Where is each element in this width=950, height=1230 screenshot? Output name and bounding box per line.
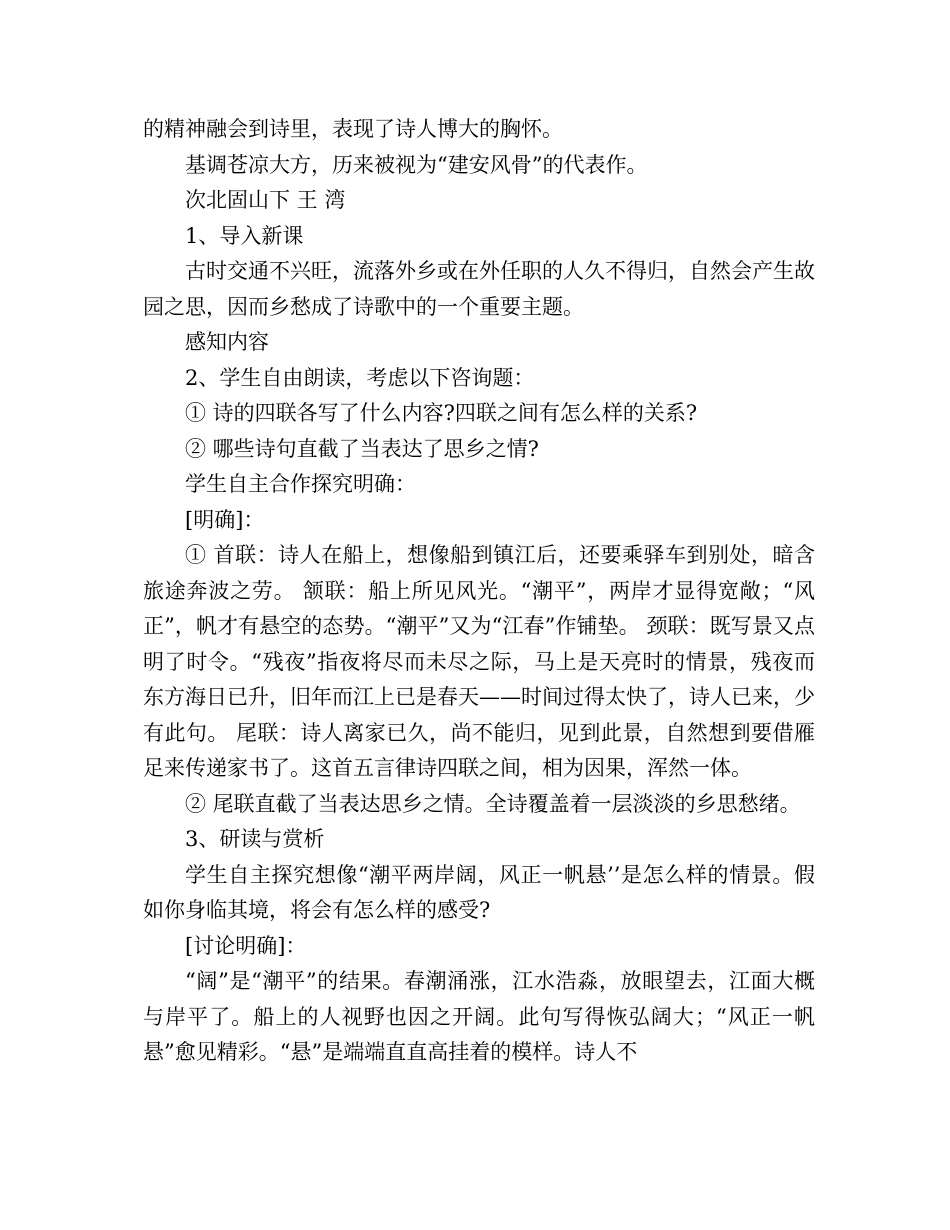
paragraph-3: 古时交通不兴旺，流落外乡或在外任职的人久不得归，自然会产生故园之思，因而乡愁成了诗歌中的一个重要主题。 <box>143 259 815 319</box>
paragraph-1: 的精神融会到诗里，表现了诗人博大的胸怀。 <box>143 117 563 141</box>
paragraph-4: 学生自主合作探究明确： <box>185 472 416 496</box>
section-heading-3: 3、研读与赏析 <box>185 827 325 851</box>
paragraph-2: 基调苍凉大方，历来被视为“建安风骨”的代表作。 <box>185 152 648 177</box>
discussion-label: [讨论明确]： <box>185 933 307 958</box>
question-2: ② 哪些诗句直截了当表达了思乡之情? <box>185 436 539 461</box>
question-1: ① 诗的四联各写了什么内容?四联之间有怎么样的关系? <box>185 401 698 425</box>
poem-title: 次北固山下 王 湾 <box>185 188 346 212</box>
clarify-label: [明确]： <box>185 507 265 532</box>
section-heading-1: 1、导入新课 <box>185 223 304 248</box>
paragraph-5: 学生自主探究想像“潮平两岸阔，风正一帆悬’’是怎么样的情景。假如你身临其境，将会有怎么样的感受? <box>143 862 815 922</box>
answer-2: ② 尾联直截了当表达思乡之情。全诗覆盖着一层淡淡的乡思愁绪。 <box>185 791 801 816</box>
section-heading-2: 2、学生自由朗读，考虑以下咨询题： <box>185 365 535 390</box>
section-heading-perception: 感知内容 <box>185 330 269 354</box>
document-body <box>143 112 815 1071</box>
paragraph-6: “阔”是“潮平”的结果。春潮涌涨，江水浩淼，放眼望去，江面大概与岸平了。船上的人视野也因之开阔。此句写得恢弘阔大；“风正一帆悬”愈见精彩。“悬”是端端直直高挂着的模样。诗人不 <box>143 969 815 1064</box>
answer-1: ① 首联：诗人在船上，想像船到镇江后，还要乘驿车到别处，暗含旅途奔波之劳。 颔联：船上所见风光。“潮平”，两岸才显得宽敞；“风正”，帆才有悬空的态势。“潮平”又为“江春”作铺垫。 颈联：既写景又点明了时令。“残夜”指夜将尽而未尽之际，马上是天亮时的情景，残夜而东方海日已升，旧年而江上已是春天——时间过得太快了，诗人已来，少有此句。 尾联：诗人离家已久，尚不能归，见到此景，自然想到要借雁足来传递家书了。这首五言律诗四联之间，相为因果，浑然一体。 <box>143 543 815 780</box>
